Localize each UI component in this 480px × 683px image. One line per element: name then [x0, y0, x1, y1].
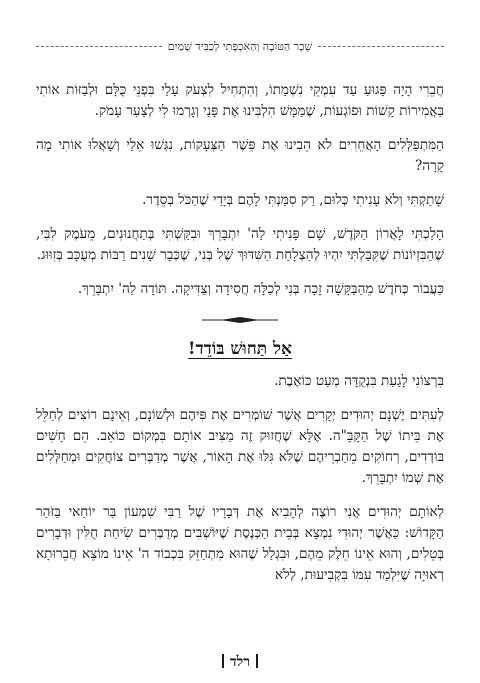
paragraph: כַּעֲבוֹר כְּחֹדֶשׁ מֵהַבַּקָּשָׁה זָכָה בְּנִי לְכַלָּה חֲסִידָה וְצַדִּיקָה. תּוֹדָה לַה' יִתְבָּרֵךְ. — [77, 281, 444, 297]
section-divider-ornament — [36, 313, 444, 327]
running-head — [36, 40, 444, 53]
paragraph: הַמִּתְפַּלְּלִים הָאֲחֵרִים לֹא הֵבִינוּ אֶת פֵּשֶׁר הַצְּעָקוֹת, נִגְּשׁוּ אֵלַי וְשָׁאֲלוּ אוֹתִי מָה קָרָה? — [36, 137, 444, 174]
paragraph: לְאוֹתָם יְהוּדִים אֲנִי רוֹצֶה לְהָבִיא אֶת דְּבָרָיו שֶׁל רַבִּי שִׁמְעוֹן בַּר יוֹחַאי בַּזֹּהַר הַקָּדוֹשׁ: כַּאֲשֶׁר יְהוּדִי נִמְצָא בְּבֵית הַכְּנֶסֶת שֶׁיּוֹשְׁבִים מְדַבְּרִים שִׂיחַת חֻלִּין וּדְבָרִים בְּטֵלִים, וְהוּא אֵינוֹ חֵלֶק מֵהֶם, וּבִגְלַל שֶׁהוּא מִתְחַזֵּק בִּכְבוֹד ה' אֵינוֹ מוֹצֵא חֲבֵרוּתָא רְאוּיָה שֶׁיִּלְמַד עִמּוֹ בִּקְבִיעוּת, לְלֹא — [36, 504, 444, 583]
paragraph: בִּרְצוֹנִי לָגַעַת בִּנְקֻדָּה מְעַט כּוֹאֶבֶת. — [274, 373, 444, 389]
running-head-rule-left — [36, 46, 162, 47]
page-number — [0, 654, 480, 671]
folio-bar-right — [256, 654, 258, 668]
paragraph: הָלַכְתִּי לָאֲרוֹן הַקֹּדֶשׁ, שָׁם פָּנִיתִי לַה' יִתְבָּרֵךְ וּבִקַּשְׁתִּי בְּתַחֲנוּנִים, מֵעֹמֶק לִבִּי, שֶׁהַבִּזְיוֹנוֹת שֶׁקִּבַּלְתִּי יִהְיוּ לְהַצְלָחַת הַשִּׁדּוּךְ שֶׁל בְּנִי, שֶׁכְּבָר שָׁנִים רַבּוֹת מְעֻכָּב בְּזִוּוּג. — [36, 226, 444, 263]
paragraph: שָׁתַקְתִּי וְלֹא עָנִיתִי כְּלוּם, רַק סִמַּנְתִּי לָהֶם בְּיָדַי שֶׁהַכֹּל בְּסֵדֶר. — [142, 192, 444, 208]
folio-bar-left — [222, 654, 224, 668]
page-number-text: רלד — [229, 654, 251, 670]
main-text — [36, 80, 444, 599]
running-head-title: שָׁכָר הַטּוֹבָה וְהַאִכְפָּתִי לְכַבִּיד שָׁמַיִם — [167, 40, 313, 53]
running-head-rule-right — [318, 46, 444, 47]
section-heading: אַל תַּחוּשׁ בּוֹדֵד! — [188, 339, 292, 359]
paragraph: לְעִתִּים יֶשְׁנָם יְהוּדִים יְקָרִים אֲשֶׁר שׁוֹמְרִים אֶת פִּיהֶם וּלְשׁוֹנָם, וְאֵינָם רוֹצִים לְחַלֵּל אֶת בֵּיתוֹ שֶׁל הַקָּבָּ"ה. אֶלָּא שֶׁחֲזוּק זֶה מַצִּיב אוֹתָם בִּמְקוֹם כּוֹאֵב. הֵם חָשִׁים בּוֹדְדִים, רְחוֹקִים מֵחַבְרֵיהֶם שֶׁלֹּא גִּלּוּ אֶת הָאוֹר, אֲשֶׁר מְדַבְּרִים צוֹחֲקִים וּמְחַלְּלִים אֶת שְׁמוֹ יִתְבָּרֵךְ. — [36, 407, 444, 486]
paragraph: חֲבֵרִי הָיָה פָּגוּעַ עַד עִמְקֵי נִשְׁמָתוֹ, וְהִתְחִיל לִצְעֹק עָלַי בִּפְנֵי כֻּלָּם וּלְבַזּוֹת אוֹתִי בַּאֲמִירוֹת קָשׁוֹת וּפוֹגְעוֹת, שֶׁמַּמָּשׁ הִלְבִּינוּ אֶת פָּנַי וְגָרְמוּ לִי לְצַעַר עָמֹק. — [36, 82, 444, 119]
